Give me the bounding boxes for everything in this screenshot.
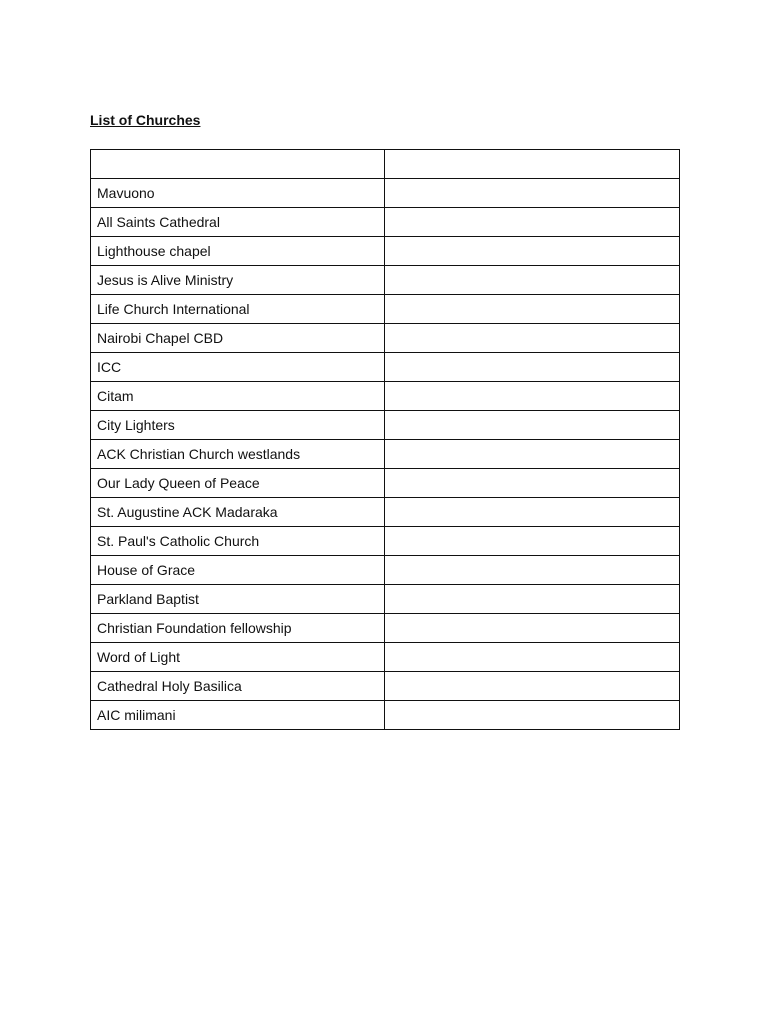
table-row (91, 527, 680, 556)
header-cell-1 (91, 150, 385, 179)
table-row (91, 353, 680, 382)
church-name-cell: City Lighters (91, 411, 385, 440)
table-row (91, 585, 680, 614)
church-name-cell: Mavuono (91, 179, 385, 208)
table-row (91, 614, 680, 643)
table-row (91, 701, 680, 730)
table-row (91, 382, 680, 411)
church-name-cell: All Saints Cathedral (91, 208, 385, 237)
church-name-cell: Cathedral Holy Basilica (91, 672, 385, 701)
empty-cell (385, 527, 680, 556)
empty-cell (385, 208, 680, 237)
empty-cell (385, 266, 680, 295)
table-row (91, 556, 680, 585)
document-title: List of Churches (90, 112, 201, 128)
table-row (91, 498, 680, 527)
church-name-cell: Christian Foundation fellowship (91, 614, 385, 643)
empty-cell (385, 585, 680, 614)
table-row (91, 266, 680, 295)
church-name-cell: St. Augustine ACK Madaraka (91, 498, 385, 527)
empty-cell (385, 411, 680, 440)
empty-cell (385, 556, 680, 585)
empty-cell (385, 614, 680, 643)
table-row (91, 469, 680, 498)
church-name-cell: Jesus is Alive Ministry (91, 266, 385, 295)
empty-cell (385, 179, 680, 208)
empty-cell (385, 701, 680, 730)
empty-cell (385, 469, 680, 498)
table-row (91, 411, 680, 440)
church-name-cell: ICC (91, 353, 385, 382)
empty-cell (385, 237, 680, 266)
table-row (91, 295, 680, 324)
table-row (91, 179, 680, 208)
table-row (91, 324, 680, 353)
empty-cell (385, 324, 680, 353)
table-row (91, 208, 680, 237)
empty-cell (385, 440, 680, 469)
empty-cell (385, 353, 680, 382)
table-row (91, 672, 680, 701)
churches-table (90, 149, 680, 730)
table-row (91, 643, 680, 672)
church-name-cell: Nairobi Chapel CBD (91, 324, 385, 353)
church-name-cell: Word of Light (91, 643, 385, 672)
church-name-cell: St. Paul's Catholic Church (91, 527, 385, 556)
church-name-cell: House of Grace (91, 556, 385, 585)
church-name-cell: Lighthouse chapel (91, 237, 385, 266)
church-name-cell: ACK Christian Church westlands (91, 440, 385, 469)
table-row (91, 237, 680, 266)
header-cell-2 (385, 150, 680, 179)
table-header-row (91, 150, 680, 179)
empty-cell (385, 498, 680, 527)
church-name-cell: AIC milimani (91, 701, 385, 730)
church-name-cell: Life Church International (91, 295, 385, 324)
empty-cell (385, 295, 680, 324)
table-row (91, 440, 680, 469)
church-name-cell: Our Lady Queen of Peace (91, 469, 385, 498)
church-name-cell: Citam (91, 382, 385, 411)
churches-table-body (91, 150, 680, 730)
empty-cell (385, 672, 680, 701)
empty-cell (385, 643, 680, 672)
church-name-cell: Parkland Baptist (91, 585, 385, 614)
empty-cell (385, 382, 680, 411)
